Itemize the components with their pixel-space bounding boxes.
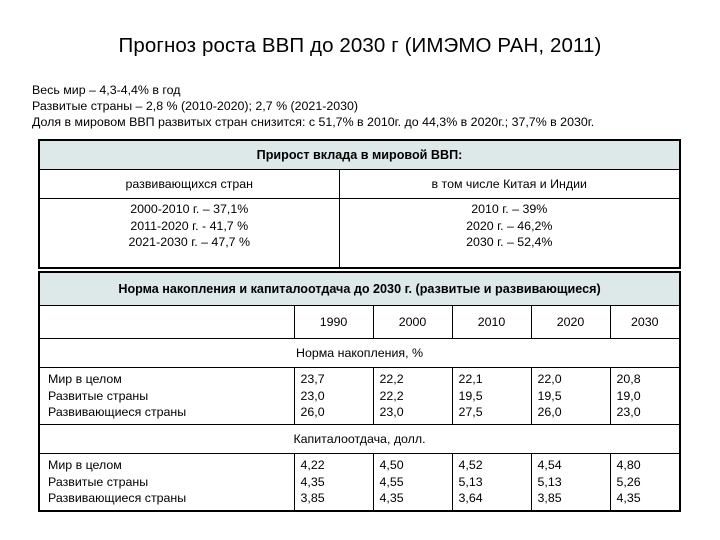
savings-rate-2010 (452, 368, 531, 425)
value-cell: 20,8 (616, 372, 641, 387)
slide-title: Прогноз роста ВВП до 2030 г (ИМЭМО РАН, 2011) (118, 34, 602, 57)
table1-col1-header: развивающихся стран (39, 170, 339, 199)
table1-col2-value: 2030 г. – 52,4% (466, 235, 553, 249)
table1-col1-value: 2011-2020 г. - 41,7 % (130, 218, 249, 233)
value-cell: 3,85 (300, 491, 325, 506)
savings-rate-2020 (531, 368, 610, 425)
value-cell: 23,0 (300, 388, 325, 403)
value-cell: 22,2 (379, 372, 404, 387)
table2-corner (39, 306, 294, 339)
table1-col2-header: в том числе Китая и Индии (339, 170, 680, 199)
capital-productivity-2000 (373, 454, 452, 512)
intro-text (32, 82, 594, 130)
gdp-contribution-table (38, 139, 681, 269)
row-label: Мир в целом (48, 458, 122, 473)
value-cell: 4,80 (616, 458, 641, 473)
row-label: Развитые страны (48, 388, 149, 403)
value-cell: 4,54 (537, 458, 562, 473)
value-cell: 4,22 (300, 458, 325, 473)
table1-col1-values (39, 199, 339, 269)
intro-line-world: Весь мир – 4,3-4,4% в год (32, 83, 181, 97)
capital-productivity-title: Капиталоотдача, долл. (39, 425, 680, 454)
year-header: 2000 (373, 306, 452, 339)
value-cell: 5,26 (616, 474, 641, 489)
row-label: Мир в целом (48, 372, 122, 387)
year-header: 1990 (294, 306, 373, 339)
savings-rate-2030 (610, 368, 680, 425)
value-cell: 23,7 (300, 372, 325, 387)
value-cell: 22,1 (458, 372, 483, 387)
row-label: Развивающиеся страны (48, 491, 187, 506)
row-label: Развитые страны (48, 474, 149, 489)
savings-rate-1990 (294, 368, 373, 425)
value-cell: 4,52 (458, 458, 483, 473)
value-cell: 26,0 (537, 405, 562, 420)
table1-col1-value: 2000-2010 г. – 37,1% (130, 202, 249, 216)
value-cell: 5,13 (458, 474, 483, 489)
capital-productivity-2020 (531, 454, 610, 512)
year-header: 2030 (610, 306, 680, 339)
table2-heading: Норма накопления и капиталоотдача до 2030 г. (развитые и развивающиеся) (39, 272, 680, 306)
table1-heading: Прирост вклада в мировой ВВП: (39, 140, 680, 170)
value-cell: 4,35 (379, 491, 404, 506)
table1-col2-value: 2020 г. – 46,2% (466, 218, 553, 233)
intro-line-developed: Развитые страны – 2,8 % (2010-2020); 2,7 % (2021-2030) (32, 99, 359, 113)
savings-capital-table (38, 271, 681, 512)
table1-col2-values (339, 199, 680, 269)
intro-line-share: Доля в мировом ВВП развитых стран снизится: с 51,7% в 2010г. до 44,3% в 2020г.; 37,7% в 2030г. (32, 115, 595, 129)
capital-productivity-2010 (452, 454, 531, 512)
year-header: 2020 (531, 306, 610, 339)
value-cell: 23,0 (616, 405, 641, 420)
capital-productivity-1990 (294, 454, 373, 512)
value-cell: 19,0 (616, 388, 641, 403)
capital-productivity-labels (39, 454, 294, 512)
value-cell: 22,2 (379, 388, 404, 403)
value-cell: 26,0 (300, 405, 325, 420)
savings-rate-title: Норма накопления, % (39, 339, 680, 368)
value-cell: 4,55 (379, 474, 404, 489)
savings-rate-2000 (373, 368, 452, 425)
value-cell: 5,13 (537, 474, 562, 489)
value-cell: 3,64 (458, 491, 483, 506)
value-cell: 23,0 (379, 405, 404, 420)
table1-col1-value: 2021-2030 г. – 47,7 % (128, 235, 250, 249)
value-cell: 4,35 (300, 474, 325, 489)
value-cell: 3,85 (537, 491, 562, 506)
value-cell: 19,5 (458, 388, 483, 403)
year-header: 2010 (452, 306, 531, 339)
savings-rate-labels (39, 368, 294, 425)
capital-productivity-2030 (610, 454, 680, 512)
value-cell: 4,35 (616, 491, 641, 506)
value-cell: 22,0 (537, 372, 562, 387)
value-cell: 4,50 (379, 458, 404, 473)
value-cell: 27,5 (458, 405, 483, 420)
table1-col2-value: 2010 г. – 39% (471, 202, 548, 216)
row-label: Развивающиеся страны (48, 405, 187, 420)
value-cell: 19,5 (537, 388, 562, 403)
